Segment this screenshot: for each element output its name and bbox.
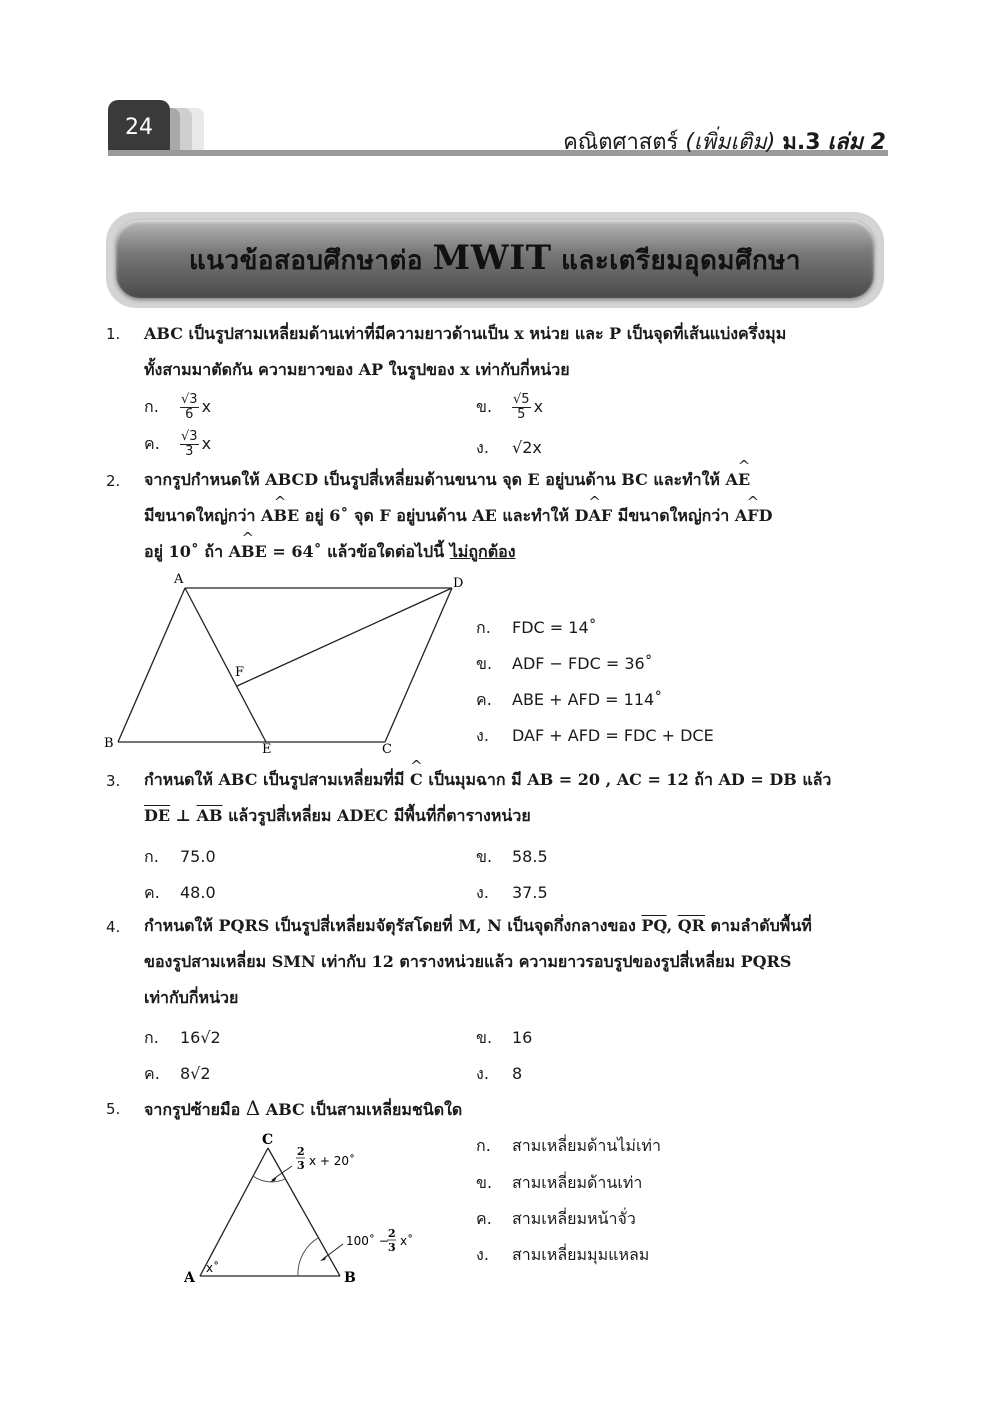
- frac-num: 2: [297, 1145, 305, 1158]
- option-1d[interactable]: [476, 436, 542, 461]
- option-4b[interactable]: [476, 1026, 532, 1051]
- text-run: จากรูปกำหนดให้ ABCD เป็นรูปสี่เหลี่ยมด้านขนาน จุด E อยู่บนด้าน BC และทำให้ A: [144, 470, 738, 489]
- text-run: กำหนดให้ ABC เป็นรูปสามเหลี่ยมที่มี: [144, 770, 405, 789]
- option-label: ข.: [476, 397, 493, 416]
- arrowhead-b: [320, 1255, 327, 1261]
- question-line: [144, 462, 888, 498]
- banner-suffix: และเตรียมอุดมศึกษา: [561, 245, 802, 276]
- segment: $\overline{DE}$: [144, 806, 171, 825]
- option-text: ADF − FDC = 36˚: [512, 654, 653, 673]
- vertex-label-a: A: [184, 1270, 195, 1286]
- question-line: [144, 534, 888, 570]
- option-text: 16√2: [180, 1028, 221, 1047]
- angle-vertex: ^ A: [588, 498, 600, 534]
- fraction-numerator: √3: [181, 429, 198, 444]
- arrowhead-c: [270, 1176, 277, 1182]
- angle-b-label-b: x˚: [400, 1234, 414, 1248]
- option-label: ค.: [144, 434, 160, 453]
- fraction-denominator: 3: [185, 444, 194, 459]
- vertex-label-b: B: [344, 1270, 356, 1286]
- banner-prefix: แนวข้อสอบศึกษาต่อ: [188, 245, 423, 276]
- fraction: [180, 393, 199, 422]
- text-run: อยู่ 10˚ ถ้า A: [144, 542, 242, 561]
- banner-acronym: MWIT: [432, 237, 552, 278]
- text-run: ABC เป็นสามเหลี่ยมชนิดใด: [265, 1100, 463, 1119]
- vertex-label-d: D: [453, 576, 464, 591]
- angle-vertex: ^ B: [273, 498, 287, 534]
- option-text: 48.0: [180, 883, 216, 902]
- option-label: ค.: [144, 1064, 160, 1083]
- frac-den: 3: [388, 1241, 396, 1254]
- text-run: ,: [666, 916, 673, 935]
- question-2-text: [144, 462, 888, 570]
- underlined-text: ไม่ถูกต้อง: [449, 542, 516, 561]
- option-label: ง.: [476, 438, 489, 457]
- option-label: ง.: [476, 1064, 489, 1083]
- question-number: 3.: [106, 772, 121, 790]
- option-label: ก.: [476, 618, 491, 637]
- question-line: เท่ากับกี่หน่วย: [144, 988, 239, 1007]
- option-text: สามเหลี่ยมมุมแหลม: [512, 1245, 650, 1264]
- option-variable: x: [201, 434, 212, 453]
- fraction-denominator: 6: [185, 407, 194, 422]
- question-3-text: [144, 762, 888, 834]
- edge-df: [237, 588, 452, 686]
- text-run: กำหนดให้ PQRS เป็นรูปสี่เหลี่ยมจัตุรัสโดยที่ M, N เป็นจุดกึ่งกลางของ: [144, 916, 636, 935]
- vertex-label-c: C: [382, 742, 392, 757]
- option-4a[interactable]: [144, 1026, 221, 1051]
- text-run: E อยู่ 6˚ จุด F อยู่บนด้าน AE และทำให้ D: [286, 506, 589, 525]
- option-label: ค.: [476, 1209, 492, 1228]
- option-2a[interactable]: [476, 616, 597, 641]
- angle-vertex: ^ B: [241, 534, 255, 570]
- option-5d[interactable]: [476, 1243, 649, 1268]
- option-4d[interactable]: [476, 1062, 522, 1087]
- option-text: สามเหลี่ยมหน้าจั่ว: [512, 1209, 636, 1228]
- vertex-label-f: F: [235, 665, 245, 680]
- question-line: [144, 798, 888, 834]
- fraction-numerator: √3: [181, 392, 198, 407]
- book-subject: คณิตศาสตร์: [563, 130, 679, 155]
- question-number: 2.: [106, 472, 121, 490]
- option-label: ง.: [476, 1245, 489, 1264]
- question-line: ABC เป็นรูปสามเหลี่ยมด้านเท่าที่มีความยาวด้านเป็น x หน่วย และ P เป็นจุดที่เส้นแบ่งครึ่งมุม: [144, 324, 787, 343]
- edge-dc: [385, 588, 452, 742]
- option-label: ง.: [476, 883, 489, 902]
- page-number: 24: [108, 100, 170, 154]
- option-label: ง.: [476, 726, 489, 745]
- option-text: 58.5: [512, 847, 548, 866]
- option-5a[interactable]: [476, 1134, 661, 1159]
- triangle-figure: [180, 1128, 440, 1288]
- fraction-numerator: √5: [513, 392, 530, 407]
- option-text: √2x: [512, 438, 542, 457]
- option-text: FDC = 14˚: [512, 618, 597, 637]
- segment: $\overline{AB}$: [196, 806, 223, 825]
- option-5b[interactable]: [476, 1171, 642, 1196]
- book-volume: เล่ม 2: [827, 130, 886, 155]
- option-2d[interactable]: [476, 724, 714, 749]
- question-4-text: [144, 908, 888, 1016]
- question-5-text: [144, 1090, 888, 1128]
- option-text: 8√2: [180, 1064, 211, 1083]
- angle-arc-c: [253, 1176, 285, 1182]
- triangle-symbol: Δ: [245, 1096, 261, 1120]
- frac-den: 3: [297, 1159, 305, 1172]
- book-title: [563, 124, 886, 159]
- segment: $\overline{PQ}$: [641, 916, 667, 935]
- option-label: ก.: [144, 847, 159, 866]
- option-1c[interactable]: [144, 430, 211, 459]
- option-text: 8: [512, 1064, 523, 1083]
- edge-ca: [200, 1148, 268, 1276]
- question-number: 5.: [106, 1100, 121, 1118]
- option-label: ข.: [476, 847, 493, 866]
- question-line: [144, 908, 888, 944]
- segment: $\overline{QR}$: [677, 916, 705, 935]
- question-line: ทั้งสามมาตัดกัน ความยาวของ AP ในรูปของ x เท่ากับกี่หน่วย: [144, 360, 570, 379]
- text-run: F มีขนาดใหญ่กว่า A: [600, 506, 748, 525]
- question-line: [144, 498, 888, 534]
- angle-b-label-a: 100˚ −: [346, 1234, 389, 1248]
- option-2c[interactable]: [476, 688, 662, 713]
- text-run: E = 64˚ แล้วข้อใดต่อไปนี้: [254, 542, 445, 561]
- option-label: ข.: [476, 1173, 493, 1192]
- text-run: มีขนาดใหญ่กว่า A: [144, 506, 274, 525]
- question-1-text: [144, 316, 888, 388]
- angle-vertex: ^ F: [747, 498, 758, 534]
- edge-ab: [118, 588, 185, 742]
- vertex-label-c: C: [262, 1132, 274, 1148]
- question-line: [144, 1090, 888, 1128]
- option-text: ABE + AFD = 114˚: [512, 690, 663, 709]
- banner-title: [189, 238, 801, 281]
- frac-num: 2: [388, 1227, 396, 1240]
- fraction-denominator: 5: [517, 407, 526, 422]
- book-extra: (เพิ่มเติม): [685, 130, 776, 155]
- question-line: ของรูปสามเหลี่ยม SMN เท่ากับ 12 ตารางหน่วยแล้ว ความยาวรอบรูปของรูปสี่เหลี่ยม PQRS: [144, 952, 792, 971]
- option-label: ก.: [476, 1136, 491, 1155]
- question-number: 4.: [106, 918, 121, 936]
- fraction: [512, 393, 531, 422]
- option-text: 37.5: [512, 883, 548, 902]
- perpendicular-symbol: ⊥: [175, 806, 192, 825]
- option-label: ค.: [476, 690, 492, 709]
- option-2b[interactable]: [476, 652, 653, 677]
- text-run: จากรูปซ้ายมือ: [144, 1100, 241, 1119]
- option-text: DAF + AFD = FDC + DCE: [512, 726, 714, 745]
- text-run: D: [758, 506, 773, 525]
- edge-ae: [185, 588, 266, 742]
- option-text: 75.0: [180, 847, 216, 866]
- angle-vertex: ^ C: [410, 762, 423, 798]
- vertex-label-a: A: [174, 572, 184, 587]
- option-3c[interactable]: [144, 881, 216, 906]
- option-3d[interactable]: [476, 881, 548, 906]
- section-banner: [116, 220, 874, 298]
- option-label: ก.: [144, 397, 159, 416]
- angle-c-label: x + 20˚: [309, 1154, 356, 1168]
- question-number: 1.: [106, 325, 121, 343]
- option-variable: x: [533, 397, 544, 416]
- option-text: 16: [512, 1028, 533, 1047]
- option-label: ข.: [476, 1028, 493, 1047]
- text-run: ตามลำดับพื้นที่: [710, 916, 812, 935]
- angle-arc-b: [298, 1238, 318, 1276]
- option-5c[interactable]: [476, 1207, 636, 1232]
- angle-vertex: ^ E: [738, 462, 750, 498]
- fraction: [180, 430, 199, 459]
- option-text: สามเหลี่ยมด้านไม่เท่า: [512, 1136, 661, 1155]
- option-label: ก.: [144, 1028, 159, 1047]
- option-4c[interactable]: [144, 1062, 211, 1087]
- option-1a[interactable]: [144, 393, 211, 422]
- option-1b[interactable]: [476, 393, 543, 422]
- text-run: เป็นมุมฉาก มี AB = 20 , AC = 12 ถ้า AD = DB แล้ว: [428, 770, 832, 789]
- option-3b[interactable]: [476, 845, 548, 870]
- option-label: ข.: [476, 654, 493, 673]
- option-variable: x: [201, 397, 212, 416]
- vertex-label-e: E: [262, 742, 272, 757]
- parallelogram-figure: [100, 568, 470, 758]
- angle-a-label: x˚: [206, 1261, 220, 1275]
- option-label: ค.: [144, 883, 160, 902]
- book-grade: ม.3: [782, 130, 821, 155]
- option-3a[interactable]: [144, 845, 216, 870]
- question-line: [144, 762, 888, 798]
- text-run: แล้วรูปสี่เหลี่ยม ADEC มีพื้นที่กี่ตารางหน่วย: [228, 806, 531, 825]
- vertex-label-b: B: [104, 736, 114, 751]
- option-text: สามเหลี่ยมด้านเท่า: [512, 1173, 643, 1192]
